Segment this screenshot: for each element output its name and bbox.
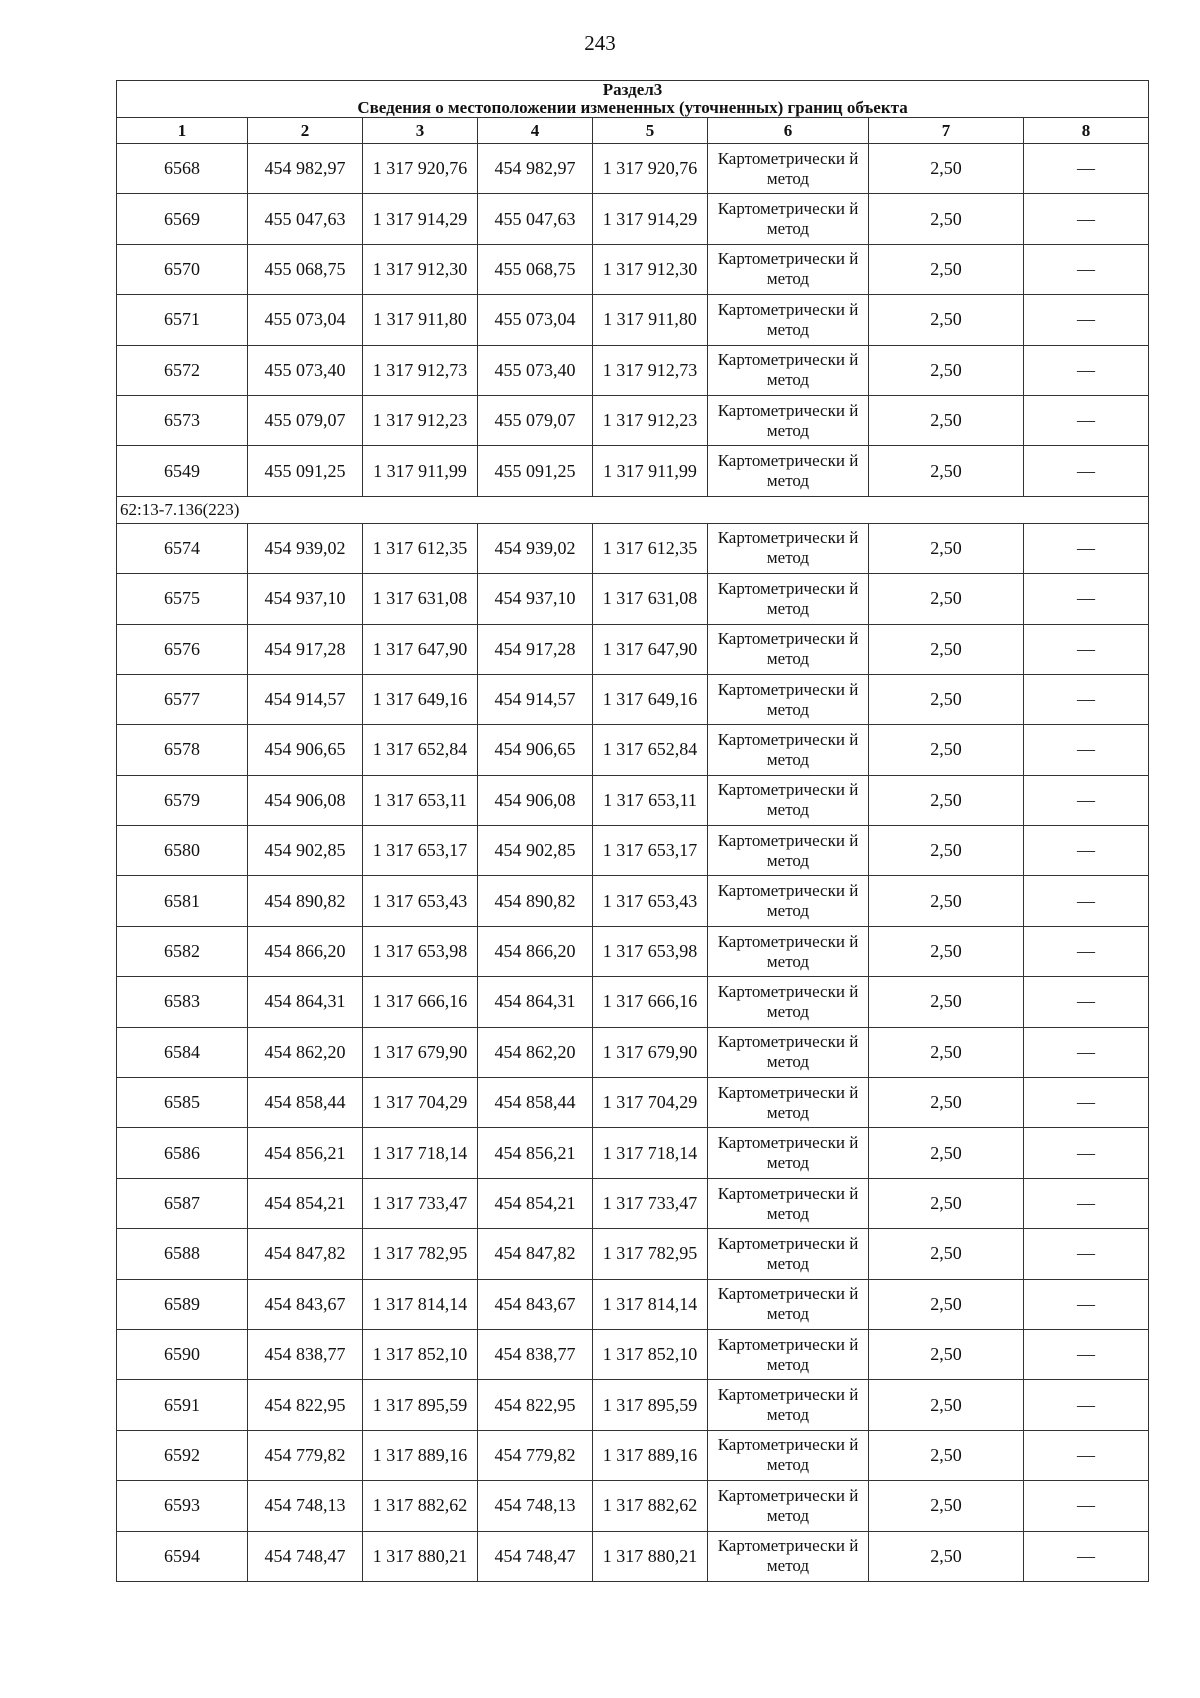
method-cell: Картометрически й метод (708, 977, 869, 1027)
accuracy-cell: 2,50 (869, 725, 1024, 775)
y-new-cell: 1 317 653,17 (593, 826, 708, 876)
note-cell: — (1024, 144, 1149, 194)
method-cell: Картометрически й метод (708, 446, 869, 496)
x-new-cell: 454 843,67 (478, 1279, 593, 1329)
x-new-cell: 454 937,10 (478, 574, 593, 624)
y-new-cell: 1 317 912,73 (593, 345, 708, 395)
note-cell: — (1024, 977, 1149, 1027)
x-new-cell: 454 906,65 (478, 725, 593, 775)
accuracy-cell: 2,50 (869, 523, 1024, 573)
x-new-cell: 454 856,21 (478, 1128, 593, 1178)
x-new-cell: 454 890,82 (478, 876, 593, 926)
method-cell: Картометрически й метод (708, 345, 869, 395)
x-existing-cell: 454 982,97 (248, 144, 363, 194)
point-number-cell: 6571 (117, 295, 248, 345)
point-number-cell: 6591 (117, 1380, 248, 1430)
y-new-cell: 1 317 920,76 (593, 144, 708, 194)
method-cell: Картометрически й метод (708, 775, 869, 825)
y-new-cell: 1 317 880,21 (593, 1531, 708, 1581)
y-new-cell: 1 317 653,43 (593, 876, 708, 926)
y-new-cell: 1 317 814,14 (593, 1279, 708, 1329)
x-existing-cell: 455 079,07 (248, 395, 363, 445)
table-row (117, 574, 1149, 624)
method-cell: Картометрически й метод (708, 1078, 869, 1128)
table-row (117, 295, 1149, 345)
note-cell: — (1024, 395, 1149, 445)
y-existing-cell: 1 317 912,23 (363, 395, 478, 445)
y-existing-cell: 1 317 889,16 (363, 1430, 478, 1480)
y-existing-cell: 1 317 912,73 (363, 345, 478, 395)
y-new-cell: 1 317 649,16 (593, 674, 708, 724)
x-new-cell: 455 091,25 (478, 446, 593, 496)
x-existing-cell: 454 854,21 (248, 1178, 363, 1228)
note-cell: — (1024, 826, 1149, 876)
y-new-cell: 1 317 852,10 (593, 1329, 708, 1379)
accuracy-cell: 2,50 (869, 1481, 1024, 1531)
method-cell: Картометрически й метод (708, 1128, 869, 1178)
x-new-cell: 454 906,08 (478, 775, 593, 825)
accuracy-cell: 2,50 (869, 977, 1024, 1027)
note-cell: — (1024, 194, 1149, 244)
point-number-cell: 6586 (117, 1128, 248, 1178)
point-number-cell: 6592 (117, 1430, 248, 1480)
y-existing-cell: 1 317 631,08 (363, 574, 478, 624)
x-new-cell: 454 838,77 (478, 1329, 593, 1379)
table-row (117, 446, 1149, 496)
y-new-cell: 1 317 653,98 (593, 926, 708, 976)
x-existing-cell: 454 937,10 (248, 574, 363, 624)
y-new-cell: 1 317 631,08 (593, 574, 708, 624)
x-existing-cell: 454 858,44 (248, 1078, 363, 1128)
x-existing-cell: 454 822,95 (248, 1380, 363, 1430)
x-existing-cell: 454 906,08 (248, 775, 363, 825)
y-existing-cell: 1 317 920,76 (363, 144, 478, 194)
point-number-cell: 6584 (117, 1027, 248, 1077)
x-new-cell: 454 982,97 (478, 144, 593, 194)
x-new-cell: 454 854,21 (478, 1178, 593, 1228)
note-cell: — (1024, 446, 1149, 496)
x-new-cell: 454 847,82 (478, 1229, 593, 1279)
method-cell: Картометрически й метод (708, 295, 869, 345)
x-existing-cell: 454 864,31 (248, 977, 363, 1027)
note-cell: — (1024, 244, 1149, 294)
accuracy-cell: 2,50 (869, 295, 1024, 345)
y-new-cell: 1 317 911,99 (593, 446, 708, 496)
group-row (117, 496, 1149, 523)
method-cell: Картометрически й метод (708, 826, 869, 876)
x-new-cell: 455 073,40 (478, 345, 593, 395)
x-new-cell: 455 079,07 (478, 395, 593, 445)
y-existing-cell: 1 317 782,95 (363, 1229, 478, 1279)
y-new-cell: 1 317 612,35 (593, 523, 708, 573)
table-row (117, 1531, 1149, 1581)
table-row (117, 1027, 1149, 1077)
method-cell: Картометрически й метод (708, 1531, 869, 1581)
y-existing-cell: 1 317 647,90 (363, 624, 478, 674)
note-cell: — (1024, 1481, 1149, 1531)
table-row (117, 1481, 1149, 1531)
method-cell: Картометрически й метод (708, 1279, 869, 1329)
point-number-cell: 6582 (117, 926, 248, 976)
note-cell: — (1024, 725, 1149, 775)
y-existing-cell: 1 317 653,98 (363, 926, 478, 976)
table-row (117, 194, 1149, 244)
point-number-cell: 6590 (117, 1329, 248, 1379)
x-new-cell: 454 822,95 (478, 1380, 593, 1430)
accuracy-cell: 2,50 (869, 1531, 1024, 1581)
note-cell: — (1024, 674, 1149, 724)
y-existing-cell: 1 317 882,62 (363, 1481, 478, 1531)
method-cell: Картометрически й метод (708, 1329, 869, 1379)
x-existing-cell: 455 068,75 (248, 244, 363, 294)
accuracy-cell: 2,50 (869, 1027, 1024, 1077)
accuracy-cell: 2,50 (869, 624, 1024, 674)
x-existing-cell: 454 847,82 (248, 1229, 363, 1279)
accuracy-cell: 2,50 (869, 574, 1024, 624)
point-number-cell: 6594 (117, 1531, 248, 1581)
y-existing-cell: 1 317 895,59 (363, 1380, 478, 1430)
x-new-cell: 454 866,20 (478, 926, 593, 976)
column-header: 2 (248, 118, 363, 144)
note-cell: — (1024, 1027, 1149, 1077)
point-number-cell: 6568 (117, 144, 248, 194)
method-cell: Картометрически й метод (708, 674, 869, 724)
y-existing-cell: 1 317 914,29 (363, 194, 478, 244)
x-existing-cell: 454 906,65 (248, 725, 363, 775)
y-new-cell: 1 317 782,95 (593, 1229, 708, 1279)
note-cell: — (1024, 876, 1149, 926)
note-cell: — (1024, 1128, 1149, 1178)
accuracy-cell: 2,50 (869, 775, 1024, 825)
accuracy-cell: 2,50 (869, 395, 1024, 445)
x-existing-cell: 454 862,20 (248, 1027, 363, 1077)
table-row (117, 775, 1149, 825)
note-cell: — (1024, 1329, 1149, 1379)
note-cell: — (1024, 1078, 1149, 1128)
accuracy-cell: 2,50 (869, 826, 1024, 876)
table-row (117, 1128, 1149, 1178)
x-new-cell: 455 068,75 (478, 244, 593, 294)
x-existing-cell: 454 843,67 (248, 1279, 363, 1329)
accuracy-cell: 2,50 (869, 1178, 1024, 1228)
table-row (117, 725, 1149, 775)
table-row (117, 1380, 1149, 1430)
y-existing-cell: 1 317 666,16 (363, 977, 478, 1027)
table-row (117, 1430, 1149, 1480)
point-number-cell: 6573 (117, 395, 248, 445)
table-row (117, 1178, 1149, 1228)
column-header: 5 (593, 118, 708, 144)
y-existing-cell: 1 317 653,43 (363, 876, 478, 926)
note-cell: — (1024, 1178, 1149, 1228)
y-existing-cell: 1 317 612,35 (363, 523, 478, 573)
x-existing-cell: 454 914,57 (248, 674, 363, 724)
note-cell: — (1024, 1229, 1149, 1279)
x-new-cell: 455 047,63 (478, 194, 593, 244)
x-new-cell: 454 748,47 (478, 1531, 593, 1581)
column-header-row (117, 118, 1149, 144)
y-existing-cell: 1 317 704,29 (363, 1078, 478, 1128)
method-cell: Картометрически й метод (708, 1430, 869, 1480)
note-cell: — (1024, 345, 1149, 395)
note-cell: — (1024, 926, 1149, 976)
y-new-cell: 1 317 889,16 (593, 1430, 708, 1480)
x-existing-cell: 454 917,28 (248, 624, 363, 674)
table-row (117, 826, 1149, 876)
y-existing-cell: 1 317 733,47 (363, 1178, 478, 1228)
table-row (117, 144, 1149, 194)
point-number-cell: 6572 (117, 345, 248, 395)
method-cell: Картометрически й метод (708, 926, 869, 976)
table-body (117, 81, 1149, 1582)
note-cell: — (1024, 295, 1149, 345)
point-number-cell: 6577 (117, 674, 248, 724)
table-row (117, 1329, 1149, 1379)
table-row (117, 1078, 1149, 1128)
method-cell: Картометрически й метод (708, 624, 869, 674)
y-existing-cell: 1 317 649,16 (363, 674, 478, 724)
y-new-cell: 1 317 666,16 (593, 977, 708, 1027)
y-new-cell: 1 317 679,90 (593, 1027, 708, 1077)
point-number-cell: 6574 (117, 523, 248, 573)
method-cell: Картометрически й метод (708, 1178, 869, 1228)
boundary-table (116, 80, 1149, 1582)
x-existing-cell: 454 856,21 (248, 1128, 363, 1178)
y-existing-cell: 1 317 911,99 (363, 446, 478, 496)
point-number-cell: 6569 (117, 194, 248, 244)
table-row (117, 395, 1149, 445)
x-new-cell: 454 748,13 (478, 1481, 593, 1531)
y-existing-cell: 1 317 653,17 (363, 826, 478, 876)
accuracy-cell: 2,50 (869, 876, 1024, 926)
method-cell: Картометрически й метод (708, 395, 869, 445)
method-cell: Картометрически й метод (708, 523, 869, 573)
method-cell: Картометрически й метод (708, 1380, 869, 1430)
y-existing-cell: 1 317 652,84 (363, 725, 478, 775)
note-cell: — (1024, 523, 1149, 573)
note-cell: — (1024, 624, 1149, 674)
page-number: 243 (584, 31, 616, 55)
point-number-cell: 6588 (117, 1229, 248, 1279)
accuracy-cell: 2,50 (869, 345, 1024, 395)
table-title: Сведения о местоположении измененных (уточненных) границ объекта (357, 98, 908, 117)
point-number-cell: 6583 (117, 977, 248, 1027)
table-row (117, 523, 1149, 573)
y-new-cell: 1 317 911,80 (593, 295, 708, 345)
x-existing-cell: 454 838,77 (248, 1329, 363, 1379)
y-existing-cell: 1 317 814,14 (363, 1279, 478, 1329)
x-existing-cell: 454 939,02 (248, 523, 363, 573)
table-row (117, 876, 1149, 926)
y-new-cell: 1 317 912,30 (593, 244, 708, 294)
note-cell: — (1024, 1279, 1149, 1329)
x-existing-cell: 455 073,40 (248, 345, 363, 395)
accuracy-cell: 2,50 (869, 1430, 1024, 1480)
point-number-cell: 6585 (117, 1078, 248, 1128)
y-existing-cell: 1 317 880,21 (363, 1531, 478, 1581)
group-label: 62:13-7.136(223) (117, 496, 1149, 523)
point-number-cell: 6578 (117, 725, 248, 775)
column-header: 7 (869, 118, 1024, 144)
y-new-cell: 1 317 895,59 (593, 1380, 708, 1430)
point-number-cell: 6593 (117, 1481, 248, 1531)
x-existing-cell: 454 866,20 (248, 926, 363, 976)
method-cell: Картометрически й метод (708, 144, 869, 194)
section-title-row (117, 81, 1149, 118)
y-existing-cell: 1 317 679,90 (363, 1027, 478, 1077)
y-new-cell: 1 317 882,62 (593, 1481, 708, 1531)
column-header: 6 (708, 118, 869, 144)
x-new-cell: 454 917,28 (478, 624, 593, 674)
note-cell: — (1024, 1380, 1149, 1430)
note-cell: — (1024, 775, 1149, 825)
x-new-cell: 454 914,57 (478, 674, 593, 724)
y-new-cell: 1 317 652,84 (593, 725, 708, 775)
accuracy-cell: 2,50 (869, 446, 1024, 496)
x-new-cell: 454 858,44 (478, 1078, 593, 1128)
x-new-cell: 454 902,85 (478, 826, 593, 876)
method-cell: Картометрически й метод (708, 1481, 869, 1531)
y-existing-cell: 1 317 653,11 (363, 775, 478, 825)
accuracy-cell: 2,50 (869, 1279, 1024, 1329)
x-existing-cell: 455 091,25 (248, 446, 363, 496)
section-title: Раздел3 (602, 80, 663, 99)
method-cell: Картометрически й метод (708, 194, 869, 244)
table-row (117, 624, 1149, 674)
y-existing-cell: 1 317 912,30 (363, 244, 478, 294)
table-row (117, 244, 1149, 294)
y-new-cell: 1 317 647,90 (593, 624, 708, 674)
accuracy-cell: 2,50 (869, 1380, 1024, 1430)
x-new-cell: 454 939,02 (478, 523, 593, 573)
point-number-cell: 6580 (117, 826, 248, 876)
table-row (117, 1279, 1149, 1329)
method-cell: Картометрически й метод (708, 1027, 869, 1077)
x-new-cell: 454 779,82 (478, 1430, 593, 1480)
accuracy-cell: 2,50 (869, 926, 1024, 976)
accuracy-cell: 2,50 (869, 1329, 1024, 1379)
column-header: 3 (363, 118, 478, 144)
method-cell: Картометрически й метод (708, 574, 869, 624)
point-number-cell: 6581 (117, 876, 248, 926)
y-new-cell: 1 317 914,29 (593, 194, 708, 244)
point-number-cell: 6587 (117, 1178, 248, 1228)
point-number-cell: 6549 (117, 446, 248, 496)
accuracy-cell: 2,50 (869, 244, 1024, 294)
point-number-cell: 6570 (117, 244, 248, 294)
y-existing-cell: 1 317 718,14 (363, 1128, 478, 1178)
column-header: 4 (478, 118, 593, 144)
method-cell: Картометрически й метод (708, 725, 869, 775)
note-cell: — (1024, 1531, 1149, 1581)
table-row (117, 674, 1149, 724)
x-existing-cell: 454 748,47 (248, 1531, 363, 1581)
method-cell: Картометрически й метод (708, 876, 869, 926)
table-title-cell (117, 81, 1149, 118)
accuracy-cell: 2,50 (869, 1128, 1024, 1178)
accuracy-cell: 2,50 (869, 1078, 1024, 1128)
method-cell: Картометрически й метод (708, 1229, 869, 1279)
point-number-cell: 6589 (117, 1279, 248, 1329)
y-new-cell: 1 317 718,14 (593, 1128, 708, 1178)
point-number-cell: 6576 (117, 624, 248, 674)
x-existing-cell: 455 073,04 (248, 295, 363, 345)
x-new-cell: 454 864,31 (478, 977, 593, 1027)
x-existing-cell: 454 902,85 (248, 826, 363, 876)
y-existing-cell: 1 317 911,80 (363, 295, 478, 345)
y-new-cell: 1 317 653,11 (593, 775, 708, 825)
table-row (117, 926, 1149, 976)
note-cell: — (1024, 574, 1149, 624)
point-number-cell: 6579 (117, 775, 248, 825)
column-header: 8 (1024, 118, 1149, 144)
accuracy-cell: 2,50 (869, 194, 1024, 244)
table-row (117, 977, 1149, 1027)
x-existing-cell: 454 890,82 (248, 876, 363, 926)
column-header: 1 (117, 118, 248, 144)
x-new-cell: 454 862,20 (478, 1027, 593, 1077)
accuracy-cell: 2,50 (869, 674, 1024, 724)
x-existing-cell: 455 047,63 (248, 194, 363, 244)
point-number-cell: 6575 (117, 574, 248, 624)
accuracy-cell: 2,50 (869, 1229, 1024, 1279)
table-row (117, 345, 1149, 395)
table-row (117, 1229, 1149, 1279)
x-existing-cell: 454 748,13 (248, 1481, 363, 1531)
y-new-cell: 1 317 912,23 (593, 395, 708, 445)
y-existing-cell: 1 317 852,10 (363, 1329, 478, 1379)
x-existing-cell: 454 779,82 (248, 1430, 363, 1480)
accuracy-cell: 2,50 (869, 144, 1024, 194)
method-cell: Картометрически й метод (708, 244, 869, 294)
note-cell: — (1024, 1430, 1149, 1480)
y-new-cell: 1 317 704,29 (593, 1078, 708, 1128)
x-new-cell: 455 073,04 (478, 295, 593, 345)
y-new-cell: 1 317 733,47 (593, 1178, 708, 1228)
